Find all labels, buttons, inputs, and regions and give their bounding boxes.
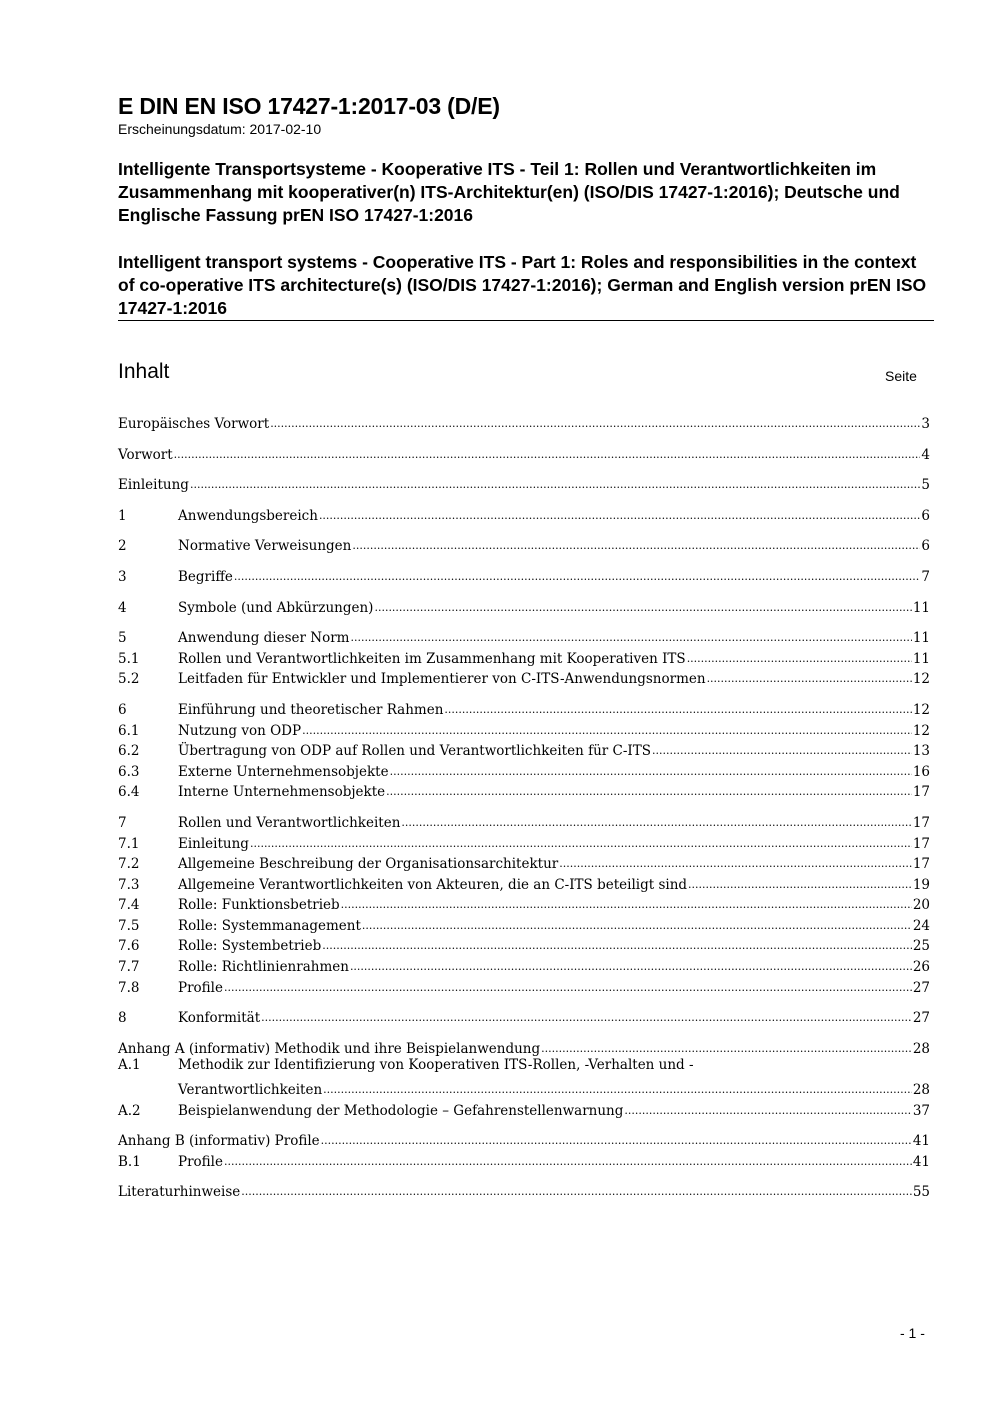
english-title: Intelligent transport systems - Cooperative ITS - Part 1: Roles and responsibilities in the context of co-operative ITS architecture(s) (ISO/DIS 17427-1:2016); German and English version prEN ISO 17427-1:2016 xyxy=(118,252,927,318)
toc-entry[interactable]: 5.2 Leitfaden für Entwickler und Implementierer von C-ITS-Anwendungsnormen ..... 12 xyxy=(118,667,930,688)
toc-entry[interactable]: B.1 Profile ..... 41 xyxy=(118,1150,930,1171)
toc-entry[interactable]: 7.7 Rolle: Richtlinienrahmen ..... 26 xyxy=(118,955,930,976)
table-of-contents xyxy=(118,412,930,1201)
toc-entry[interactable]: 7.5 Rolle: Systemmanagement ..... 24 xyxy=(118,914,930,935)
page-column-label: Seite xyxy=(885,368,917,384)
toc-entry[interactable]: 2 Normative Verweisungen ..... 6 xyxy=(118,534,930,555)
toc-entry[interactable]: A.2 Beispielanwendung der Methodologie – Gefahrenstellenwarnung ..... 37 xyxy=(118,1099,930,1120)
toc-entry[interactable]: Anhang A (informativ) Methodik und ihre Beispielanwendung ..... 28 xyxy=(118,1037,930,1058)
toc-entry[interactable]: 7 Rollen und Verantwortlichkeiten ..... 17 xyxy=(118,811,930,832)
toc-entry[interactable]: Anhang B (informativ) Profile ..... 41 xyxy=(118,1129,930,1150)
page-number: - 1 - xyxy=(900,1325,925,1341)
toc-entry[interactable]: 7.6 Rolle: Systembetrieb ..... 25 xyxy=(118,934,930,955)
toc-entry-line2[interactable]: Verantwortlichkeiten ..... 28 xyxy=(118,1078,930,1099)
toc-entry[interactable]: 3 Begriffe ..... 7 xyxy=(118,565,930,586)
document-header xyxy=(118,92,934,320)
toc-entry[interactable]: 6.3 Externe Unternehmensobjekte ..... 16 xyxy=(118,760,930,781)
toc-entry[interactable]: 4 Symbole (und Abkürzungen) ..... 11 xyxy=(118,596,930,617)
contents-heading: Inhalt xyxy=(118,360,170,383)
toc-entry[interactable]: 7.4 Rolle: Funktionsbetrieb ..... 20 xyxy=(118,893,930,914)
toc-entry[interactable]: 1 Anwendungsbereich ..... 6 xyxy=(118,504,930,525)
german-title: Intelligente Transportsysteme - Kooperative ITS - Teil 1: Rollen und Verantwortlichkeiten im Zusammenhang mit kooperativer(n) ITS-Architektur(en) (ISO/DIS 17427-1:2016); Deutsche und Englische Fassung prEN ISO 17427-1:2016 xyxy=(118,159,900,225)
toc-entry[interactable]: Literaturhinweise ..... 55 xyxy=(118,1180,930,1201)
toc-entry[interactable]: Einleitung ..... 5 xyxy=(118,473,930,494)
toc-entry[interactable]: 5 Anwendung dieser Norm ..... 11 xyxy=(118,626,930,647)
toc-entry[interactable]: Vorwort ..... 4 xyxy=(118,443,930,464)
toc-entry[interactable]: 5.1 Rollen und Verantwortlichkeiten im Zusammenhang mit Kooperativen ITS ..... 11 xyxy=(118,647,930,668)
toc-entry[interactable]: 7.2 Allgemeine Beschreibung der Organisationsarchitektur ..... 17 xyxy=(118,852,930,873)
toc-entry[interactable]: Europäisches Vorwort ..... 3 xyxy=(118,412,930,433)
header-rule xyxy=(118,320,934,321)
toc-entry[interactable]: 6.1 Nutzung von ODP ..... 12 xyxy=(118,719,930,740)
toc-entry[interactable]: 7.1 Einleitung ..... 17 xyxy=(118,832,930,853)
toc-entry[interactable]: 7.3 Allgemeine Verantwortlichkeiten von Akteuren, die an C-ITS beteiligt sind ..... 19 xyxy=(118,873,930,894)
toc-entry[interactable]: 7.8 Profile ..... 27 xyxy=(118,976,930,997)
toc-entry[interactable]: 6.2 Übertragung von ODP auf Rollen und Verantwortlichkeiten für C-ITS ..... 13 xyxy=(118,739,930,760)
toc-entry-line1[interactable]: A.1 Methodik zur Identifizierung von Kooperativen ITS-Rollen, -Verhalten und - xyxy=(118,1057,694,1074)
toc-entry[interactable]: 6.4 Interne Unternehmensobjekte ..... 17 xyxy=(118,780,930,801)
document-id: E DIN EN ISO 17427-1:2017-03 (D/E) xyxy=(118,93,500,119)
toc-entry[interactable]: 6 Einführung und theoretischer Rahmen ..... 12 xyxy=(118,698,930,719)
toc-entry[interactable]: 8 Konformität ..... 27 xyxy=(118,1006,930,1027)
publication-date: Erscheinungsdatum: 2017-02-10 xyxy=(118,121,322,137)
